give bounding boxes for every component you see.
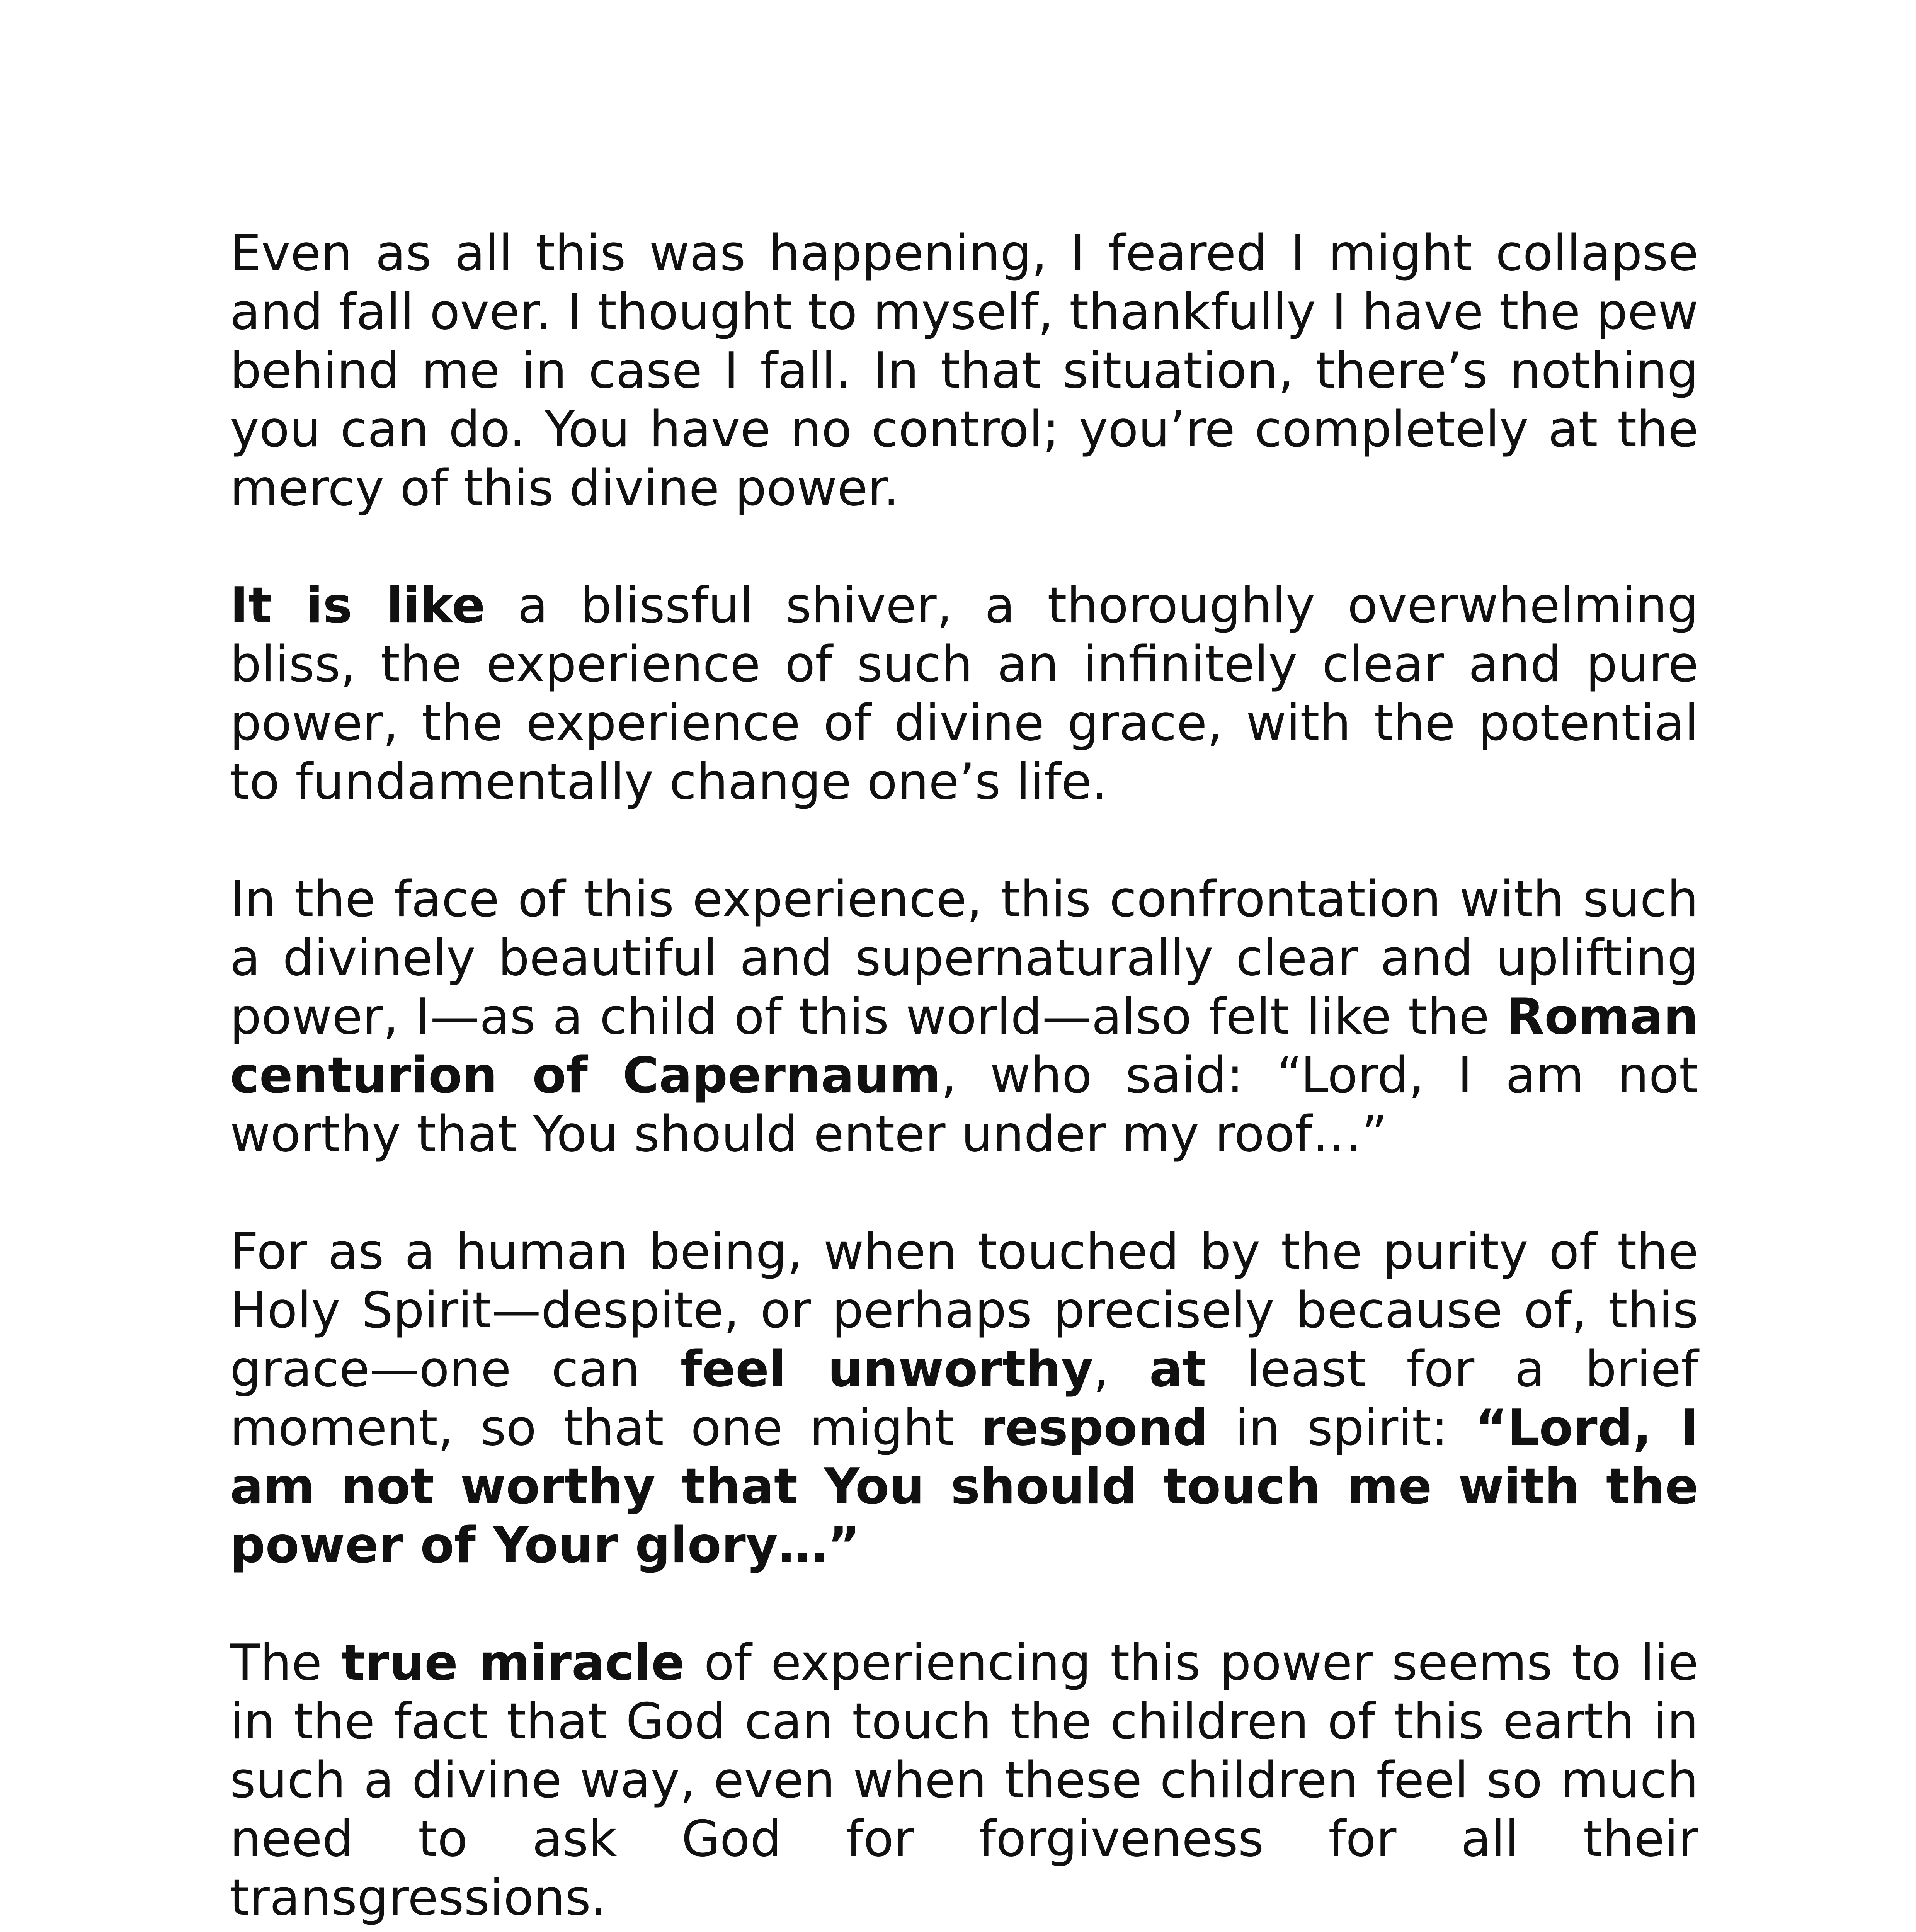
bold-text: respond (980, 1399, 1208, 1457)
bold-text: at (1149, 1340, 1206, 1398)
bold-text: feel unworthy (680, 1340, 1094, 1398)
paragraph-feel-unworthy (230, 1223, 1698, 1575)
paragraph-blissful-shiver (230, 577, 1698, 811)
paragraph-true-miracle (230, 1634, 1698, 1927)
bold-text: true miracle (341, 1634, 685, 1692)
bold-text: “Lord, I am not worthy that You should touch me with the power of Your glory…” (230, 1399, 1699, 1574)
text-run: In the face of this experience, this confrontation with such a divinely beautiful and supernaturally clear and uplifting power, I—as a child of this world—also felt like the (230, 871, 1698, 1046)
text-run: , who said: “Lord, I am not worthy that You should enter under my roof…” (230, 1047, 1698, 1163)
text-run: of experiencing this power seems to lie in the fact that God can touch the children of this earth in such a divine way, even when these children feel so much need to ask God for forgiveness for all their transgressions. (230, 1634, 1699, 1927)
text-run: For as a human being, when touched by the purity of the Holy Spirit—despite, or perhaps precisely because of, this grace—one can (230, 1223, 1698, 1398)
text-run: in spirit: (1208, 1399, 1475, 1457)
text-run: Even as all this was happening, I feared I might collapse and fall over. I thought to myself, thankfully I have the pew behind me in case I fall. In that situation, there’s nothing you can do. You have no control; you’re completely at the mercy of this divine power. (230, 224, 1698, 517)
paragraph-collapse (230, 224, 1698, 518)
text-run: , (1093, 1340, 1149, 1398)
text-run: a blissful shiver, a thoroughly overwhelming bliss, the experience of such an infinitely clear and pure power, the experience of divine grace, with the potential to fundamentally change one’s life. (230, 577, 1698, 811)
paragraph-roman-centurion (230, 870, 1698, 1164)
bold-text: It is like (230, 577, 485, 634)
document-page (230, 224, 1698, 1932)
text-run: least for a brief moment, so that one might (230, 1340, 1698, 1457)
bold-text: Roman centurion of Capernaum (230, 988, 1698, 1104)
text-run: The (230, 1634, 341, 1692)
